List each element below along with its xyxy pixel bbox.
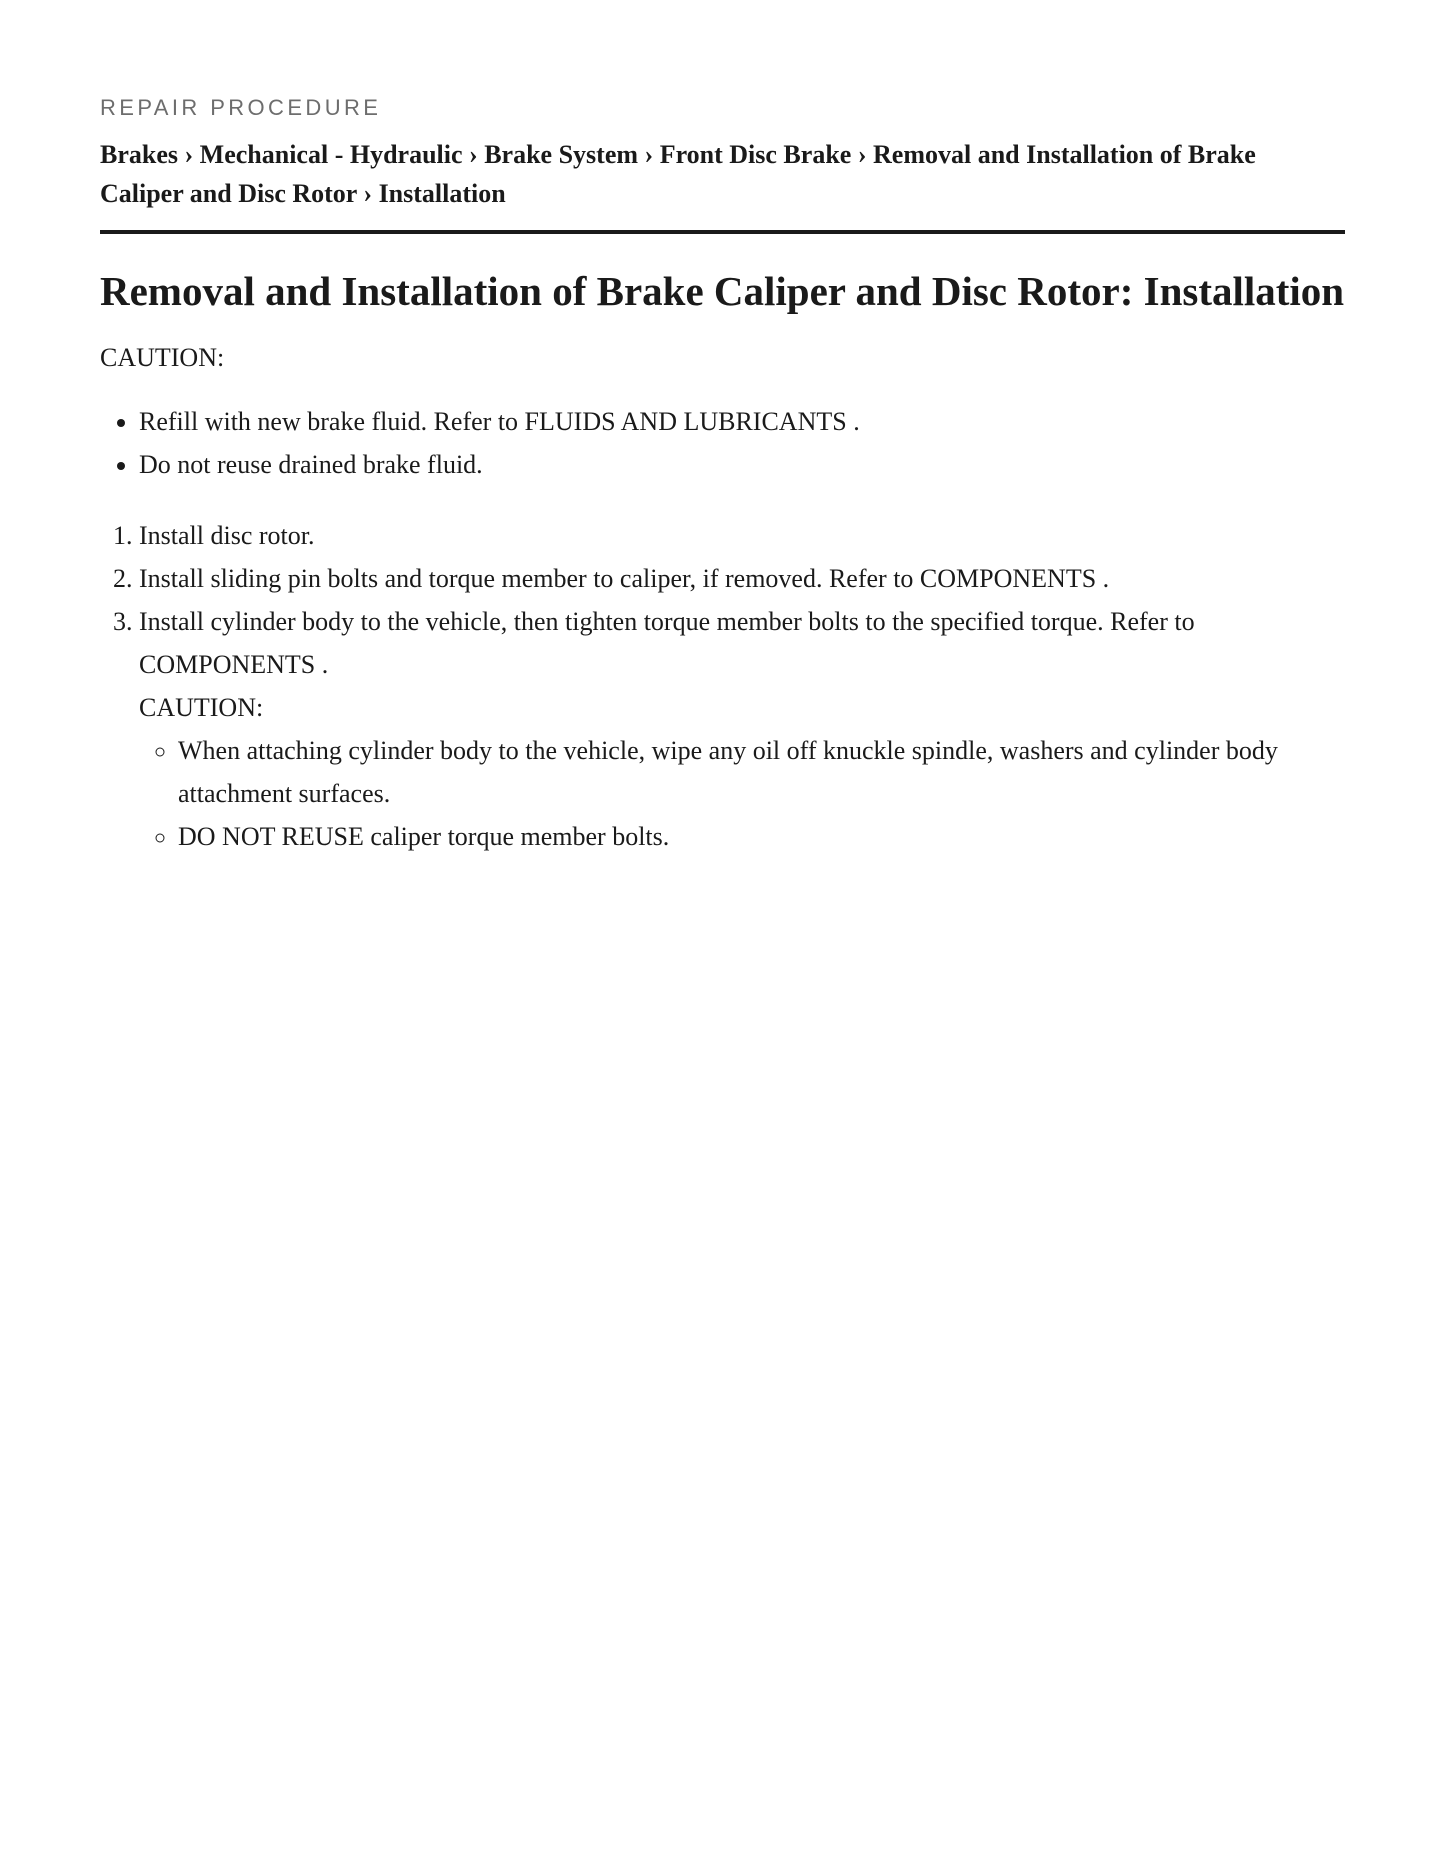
breadcrumb	[100, 135, 1345, 234]
breadcrumb-item[interactable]: Removal and Installation of Brake Caliper and Disc Rotor	[100, 140, 1256, 208]
breadcrumb-item[interactable]: Front Disc Brake	[659, 140, 852, 169]
step-item	[139, 514, 1345, 557]
caution-item: • Do not reuse drained brake fluid.	[139, 443, 1345, 486]
step-caution-list	[139, 729, 1345, 858]
page-title: Removal and Installation of Brake Caliper and Disc Rotor: Installation	[100, 268, 1345, 314]
step-caution-item: ◦ When attaching cylinder body to the vehicle, wipe any oil off knuckle spindle, washers and cylinder body attachment surfaces.	[178, 729, 1345, 815]
caution-label: CAUTION:	[100, 343, 225, 372]
step-text: Install sliding pin bolts and torque member to caliper, if removed. Refer to COMPONENTS .	[139, 564, 1110, 593]
section-eyebrow: REPAIR PROCEDURE	[100, 95, 382, 120]
breadcrumb-separator: ›	[857, 140, 867, 169]
step-text: Install disc rotor.	[139, 521, 315, 550]
installation-steps	[100, 514, 1345, 858]
breadcrumb-separator: ›	[363, 179, 373, 208]
step-caution-item: ◦ DO NOT REUSE caliper torque member bolts.	[178, 815, 1345, 858]
step-text: Install cylinder body to the vehicle, then tighten torque member bolts to the specified torque. Refer to COMPONENTS .	[139, 607, 1195, 679]
breadcrumb-item[interactable]: Brakes	[100, 140, 178, 169]
breadcrumb-separator: ›	[184, 140, 194, 169]
breadcrumb-separator: ›	[644, 140, 654, 169]
step-caution-label: CAUTION:	[139, 693, 264, 722]
breadcrumb-separator: ›	[469, 140, 478, 169]
caution-item: • Refill with new brake fluid. Refer to FLUIDS AND LUBRICANTS .	[139, 400, 1345, 443]
breadcrumb-item-current: Installation	[378, 179, 506, 208]
caution-list	[100, 400, 1345, 486]
step-item	[139, 557, 1345, 600]
step-item	[139, 600, 1345, 858]
breadcrumb-item[interactable]: Mechanical - Hydraulic	[199, 140, 463, 169]
breadcrumb-item[interactable]: Brake System	[484, 140, 639, 169]
